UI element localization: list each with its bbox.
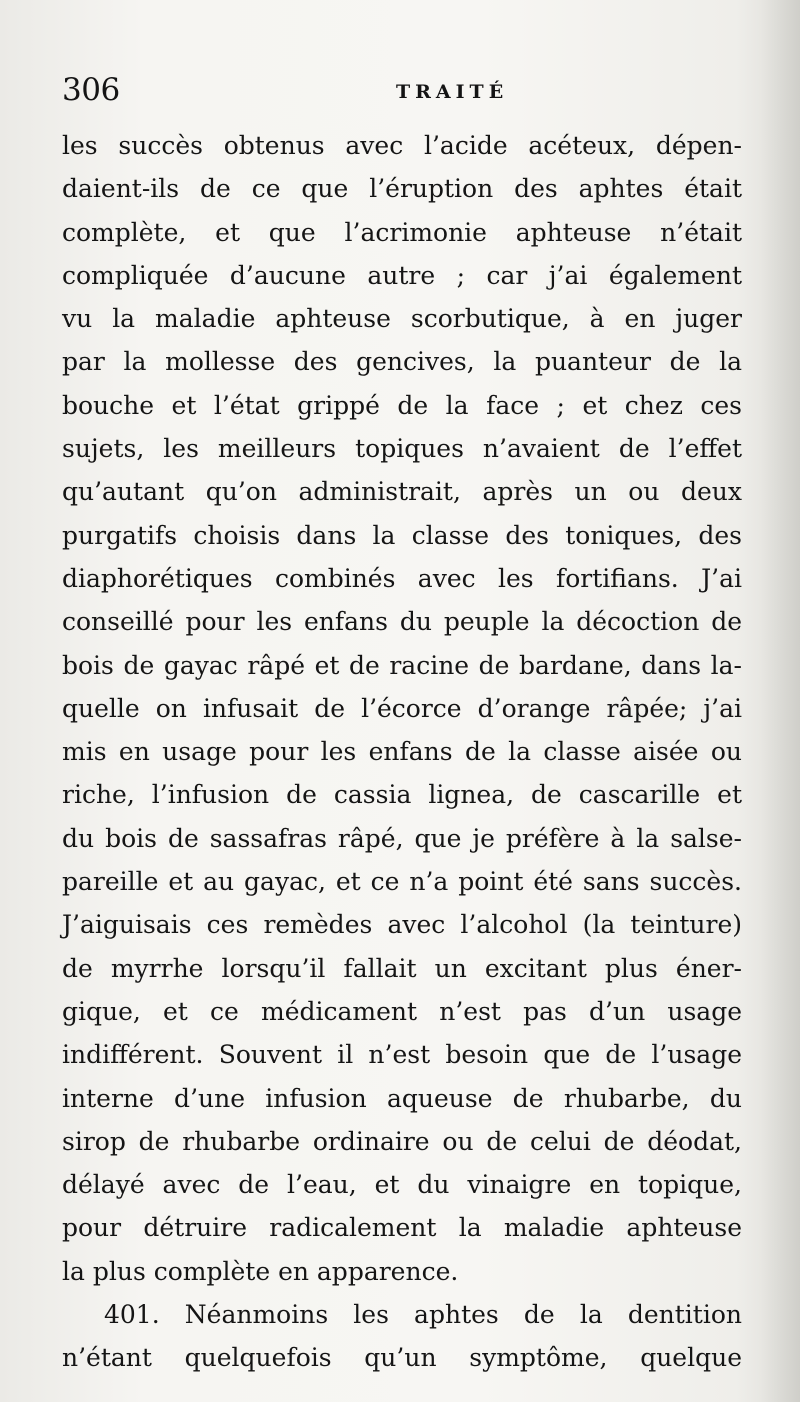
text-line: diaphorétiques combinés avec les fortifians. J’ai bbox=[62, 563, 742, 593]
text-line: qu’autant qu’on administrait, après un ou deux bbox=[62, 477, 742, 507]
text-line: bois de gayac râpé et de racine de bardane, dans la- bbox=[62, 650, 742, 680]
paragraph-start-line: 401. Néanmoins les aphtes de la dentition bbox=[104, 1300, 742, 1330]
text-line: daient-ils de ce que l’éruption des aphtes était bbox=[62, 174, 742, 204]
text-line: conseillé pour les enfans du peuple la décoction de bbox=[62, 607, 742, 637]
text-line: les succès obtenus avec l’acide acéteux, dépen- bbox=[62, 131, 742, 160]
text-line: bouche et l’état grippé de la face ; et chez ces bbox=[62, 390, 742, 420]
text-line: interne d’une infusion aqueuse de rhubarbe, du bbox=[62, 1083, 742, 1113]
text-line: sirop de rhubarbe ordinaire ou de celui de déodat, bbox=[62, 1126, 742, 1156]
text-line: quelle on infusait de l’écorce d’orange râpée; j’ai bbox=[62, 693, 742, 723]
text-line: purgatifs choisis dans la classe des toniques, des bbox=[62, 520, 742, 550]
text-line: par la mollesse des gencives, la puanteur de la bbox=[62, 347, 742, 377]
body-text bbox=[62, 124, 742, 1380]
page-number: 306 bbox=[62, 72, 120, 108]
text-line: n’étant quelquefois qu’un symptôme, quelque bbox=[62, 1343, 742, 1373]
text-line: sujets, les meilleurs topiques n’avaient de l’effet bbox=[62, 434, 742, 464]
text-line: J’aiguisais ces remèdes avec l’alcohol (la teinture) bbox=[62, 910, 742, 940]
running-title: TRAITÉ bbox=[396, 81, 509, 103]
text-line: riche, l’infusion de cassia lignea, de cascarille et bbox=[62, 780, 742, 810]
text-line: pareille et au gayac, et ce n’a point été sans succès. bbox=[62, 867, 742, 897]
text-line: indifférent. Souvent il n’est besoin que de l’usage bbox=[62, 1040, 742, 1070]
text-line: pour détruire radicalement la maladie aphteuse bbox=[62, 1213, 742, 1243]
text-line: de myrrhe lorsqu’il fallait un excitant plus éner- bbox=[62, 953, 742, 983]
page-edge-shadow bbox=[760, 0, 800, 1402]
text-line: mis en usage pour les enfans de la classe aisée ou bbox=[62, 737, 742, 767]
page-header bbox=[62, 72, 742, 116]
text-line: compliquée d’aucune autre ; car j’ai également bbox=[62, 260, 742, 290]
text-line: du bois de sassafras râpé, que je préfère à la salse- bbox=[62, 823, 742, 853]
text-line: vu la maladie aphteuse scorbutique, à en juger bbox=[62, 304, 742, 334]
text-line: délayé avec de l’eau, et du vinaigre en topique, bbox=[62, 1170, 742, 1200]
text-line: la plus complète en apparence. bbox=[62, 1256, 459, 1286]
text-line: complète, et que l’acrimonie aphteuse n’était bbox=[62, 217, 742, 247]
text-line: gique, et ce médicament n’est pas d’un usage bbox=[62, 996, 742, 1026]
